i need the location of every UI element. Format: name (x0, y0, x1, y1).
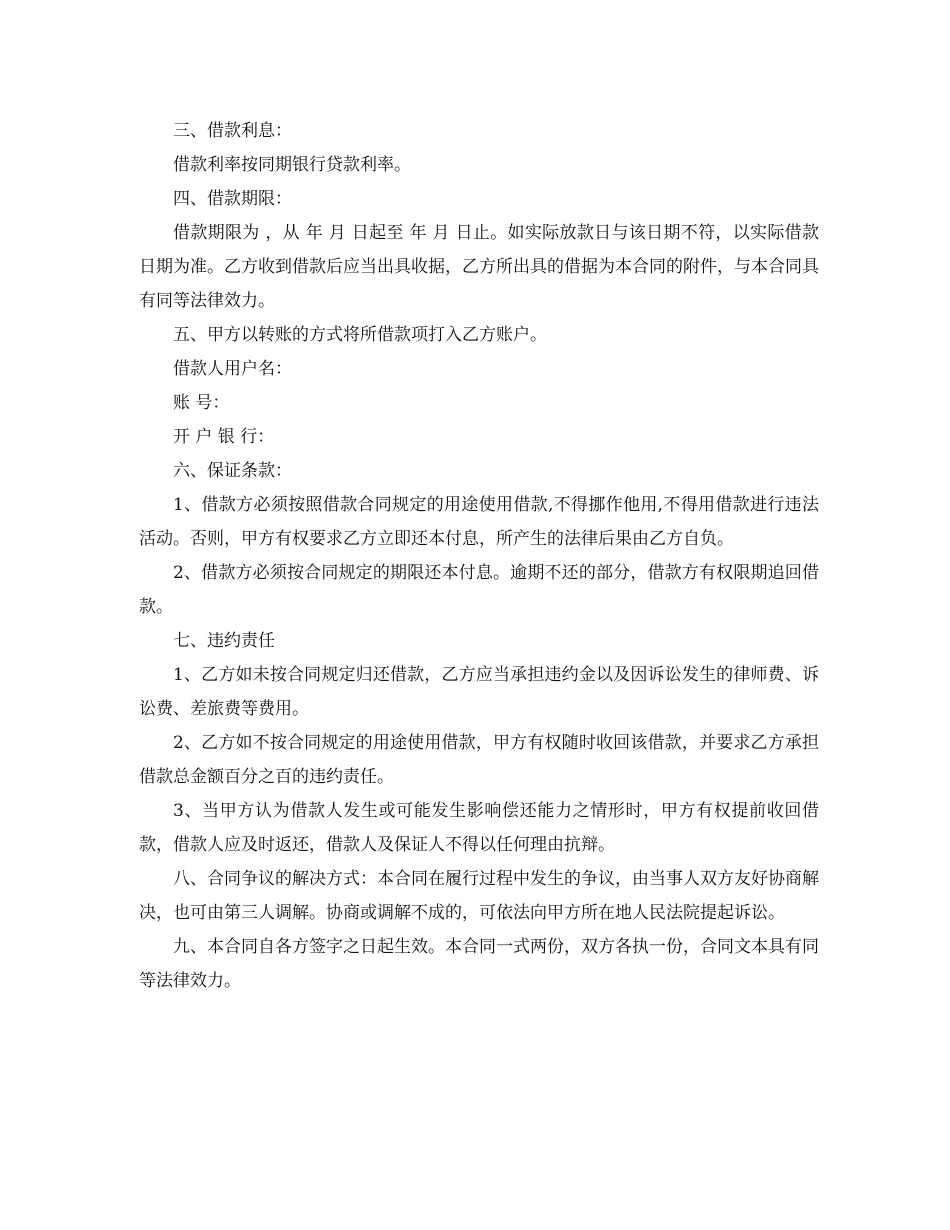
paragraph-guarantee-1: 1、借款方必须按照借款合同规定的用途使用借款,不得挪作他用,不得用借款进行违法活动。否则，甲方有权要求乙方立即还本付息，所产生的法律后果由乙方自负。 (139, 495, 819, 549)
paragraph-liability-3: 3、当甲方认为借款人发生或可能发生影响偿还能力之情形时，甲方有权提前收回借款，借款人应及时返还，借款人及保证人不得以任何理由抗辩。 (139, 801, 819, 855)
section-heading-interest: 三、借款利息： (173, 121, 292, 141)
paragraph-guarantee-2: 2、借款方必须按合同规定的期限还本付息。逾期不还的部分，借款方有权限期追回借款。 (139, 563, 819, 617)
paragraph-liability-1: 1、乙方如未按合同规定归还借款，乙方应当承担违约金以及因诉讼发生的律师费、诉讼费、差旅费等费用。 (139, 665, 819, 719)
field-bank: 开 户 银 行： (173, 427, 275, 447)
document-body (139, 114, 819, 998)
paragraph-effectiveness: 九、本合同自各方签字之日起生效。本合同一式两份，双方各执一份，合同文本具有同等法律效力。 (139, 937, 819, 991)
paragraph-liability-2: 2、乙方如不按合同规定的用途使用借款，甲方有权随时收回该借款，并要求乙方承担借款总金额百分之百的违约责任。 (139, 733, 819, 787)
field-account-number: 账 号： (173, 393, 230, 413)
paragraph-loan-term: 借款期限为 ，从 年 月 日起至 年 月 日止。如实际放款日与该日期不符，以实际借款日期为准。乙方收到借款后应当出具收据，乙方所出具的借据为本合同的附件，与本合同具有同等法律效力。 (139, 223, 819, 311)
paragraph-interest-rate: 借款利率按同期银行贷款利率。 (173, 155, 411, 175)
paragraph-dispute-resolution: 八、合同争议的解决方式：本合同在履行过程中发生的争议，由当事人双方友好协商解决，也可由第三人调解。协商或调解不成的，可依法向甲方所在地人民法院提起诉讼。 (139, 869, 819, 923)
section-heading-liability: 七、违约责任 (173, 631, 275, 651)
section-heading-term: 四、借款期限： (173, 189, 292, 209)
field-borrower-username: 借款人用户名： (173, 359, 292, 379)
section-heading-guarantee: 六、保证条款： (173, 461, 292, 481)
paragraph-transfer: 五、甲方以转账的方式将所借款项打入乙方账户。 (173, 325, 547, 345)
